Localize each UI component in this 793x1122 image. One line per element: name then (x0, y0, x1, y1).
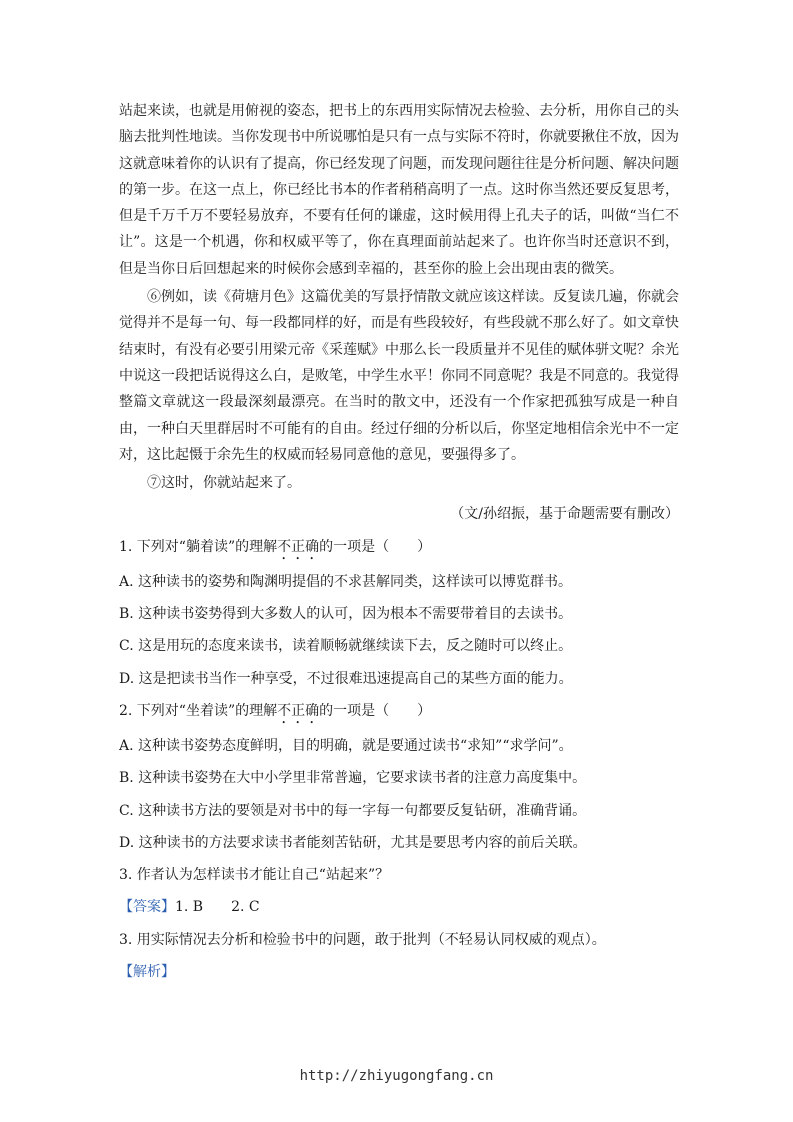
question-2-emphasis: 不正确 (277, 702, 320, 719)
question-3: 3. 作者认为怎样读书才能让自己“站起来”？ (119, 867, 390, 884)
question-1-emphasis: 不正确 (277, 538, 320, 555)
answer-tag: 【答案】 (119, 899, 175, 916)
article-paragraph-6: ⑥例如，读《荷塘月色》这篇优美的写景抒情散文就应该这样读。反复读几遍，你就会觉得并不是每一句、每一段都同样的好，而是有些段较好，有些段就不那么好了。如文章快结束时，有没有必要引用梁元帝《采莲赋》中那么长一段质量并不见佳的赋体骈文呢？余光中说这一段把话说得这么白，是败笔，中学生水平！你同不同意呢？我是不同意的。我觉得整篇文章就这一段最深刻最漂亮。在当时的散文中，还没有一个作家把孤独写成是一种自由，一种白天里群居时不可能有的自由。经过仔细的分析以后，你坚定地相信余光中不一定对，这比起慑于余先生的权威而轻易同意他的意见，要强得多了。 (119, 289, 679, 463)
question-2 (119, 698, 679, 727)
article-paragraph-continued: 站起来读，也就是用俯视的姿态，把书上的东西用实际情况去检验、去分析，用你自己的头脑去批判性地读。当你发现书中所说哪怕是只有一点与实际不符时，你就要揪住不放，因为这就意味着你的认识有了提高，你已经发现了问题，而发现问题往往是分析问题、解决问题的第一步。在这一点上，你已经比书本的作者稍稍高明了一点。这时你当然还要反复思考，但是千万千万不要轻易放弃，不要有任何的谦虚，这时候用得上孔夫子的话，叫做“当仁不让”。这是一个机遇，你和权威平等了，你在真理面前站起来了。也许你当时还意识不到，但是当你日后回想起来的时候你会感到幸福的，甚至你的脸上会出现由衷的微笑。 (119, 103, 679, 277)
footer-url: http://zhiyugongfang.cn (299, 1068, 494, 1084)
question-1-option-a: A. 这种读书的姿势和陶渊明提倡的不求甚解同类，这样读可以博览群书。 (119, 573, 573, 590)
question-1-post: 的一项是（ ） (319, 538, 432, 555)
analysis-line (119, 959, 679, 985)
question-1 (119, 534, 679, 563)
answer-line (119, 894, 679, 920)
question-1-option-b: B. 这种读书姿势得到大多数人的认可，因为根本不需要带着目的去读书。 (119, 606, 573, 623)
article-paragraph-7: ⑦这时，你就站起来了。 (147, 475, 301, 492)
answer-text: 1. B 2. C (175, 899, 260, 916)
question-1-pre: 1. 下列对“躺着读”的理解 (119, 538, 278, 555)
answer-question-3: 3. 用实际情况去分析和检验书中的问题，敢于批判（不轻易认同权威的观点）。 (119, 931, 606, 948)
question-2-option-c: C. 这种读书方法的要领是对书中的每一字每一句都要反复钻研，准确背诵。 (119, 802, 587, 819)
question-2-post: 的一项是（ ） (319, 702, 432, 719)
question-2-option-a: A. 这种读书姿势态度鲜明，目的明确，就是要通过读书“求知”“求学问”。 (119, 737, 573, 754)
analysis-tag: 【解析】 (119, 964, 175, 981)
question-1-option-d: D. 这是把读书当作一种享受，不过很难迅速提高自己的某些方面的能力。 (119, 670, 573, 687)
question-1-option-c: C. 这是用玩的态度来读书，读着顺畅就继续读下去，反之随时可以终止。 (119, 638, 573, 655)
article-source: （文/孙绍振，基于命题需要有删改） (450, 506, 679, 523)
question-2-option-b: B. 这种读书姿势在大中小学里非常普遍，它要求读书者的注意力高度集中。 (119, 770, 587, 787)
document-content (119, 98, 679, 985)
question-2-pre: 2. 下列对“坐着读”的理解 (119, 702, 278, 719)
question-2-option-d: D. 这种读书的方法要求读书者能刻苦钻研，尤其是要思考内容的前后关联。 (119, 834, 587, 851)
